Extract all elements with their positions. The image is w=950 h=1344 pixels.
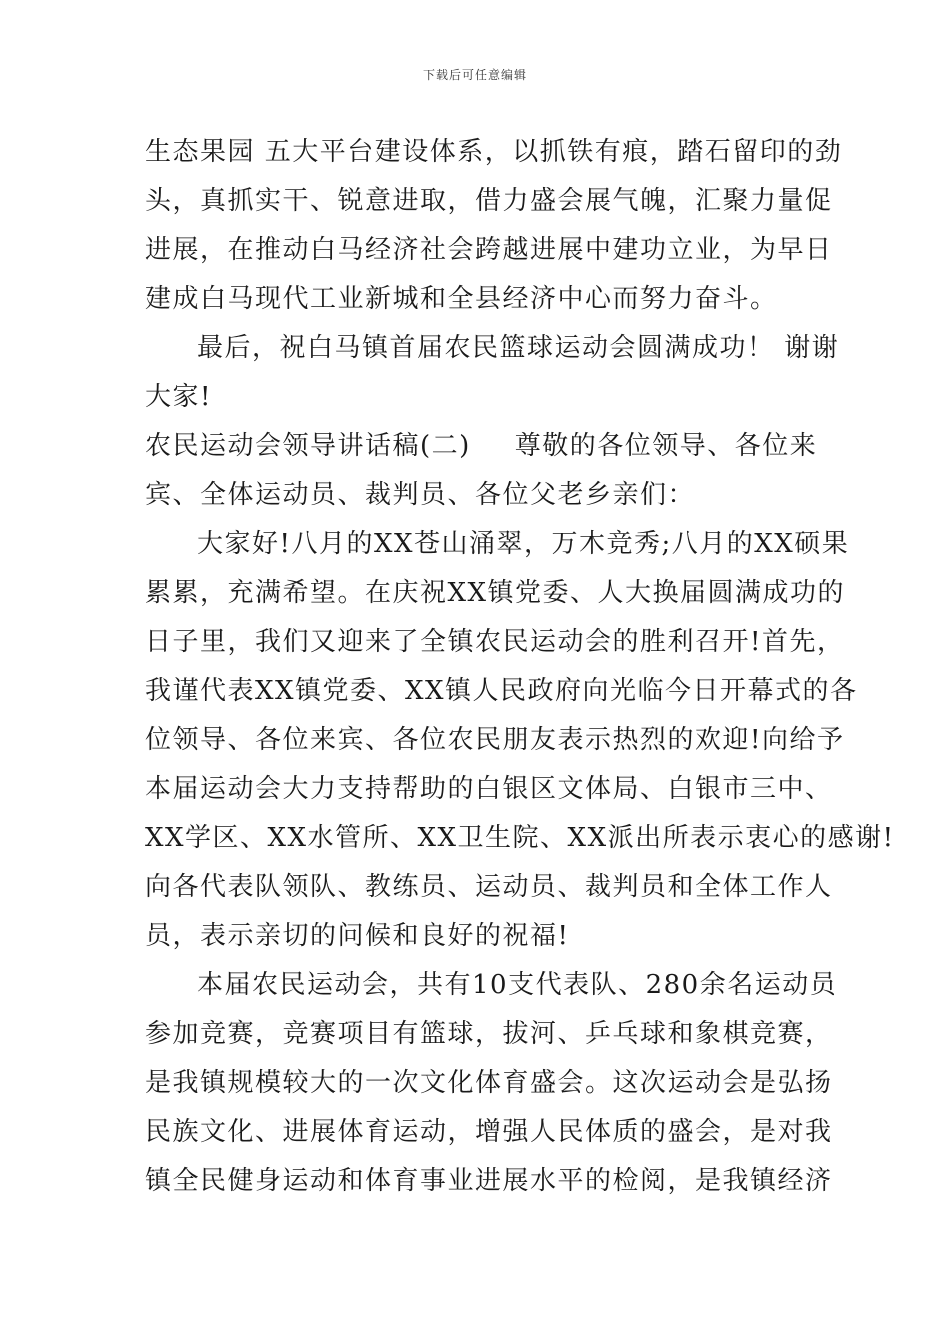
document-body — [145, 128, 895, 1206]
section-title-line — [145, 422, 825, 471]
section-title: 农民运动会领导讲话稿(二) — [145, 431, 471, 461]
text-line: XX学区、XX水管所、XX卫生院、XX派出所表示衷心的感谢! — [145, 823, 895, 853]
text-line: 大家好!八月的XX苍山涌翠，万木竞秀;八月的XX硕果 — [197, 529, 850, 559]
text-line: 本届农民运动会，共有10支代表队、280余名运动员 — [197, 970, 838, 1000]
text-line: 镇全民健身运动和体育事业进展水平的检阅，是我镇经济 — [145, 1166, 833, 1196]
text-line: 员，表示亲切的问候和良好的祝福! — [145, 921, 570, 951]
text-line: 是我镇规模较大的一次文化体育盛会。这次运动会是弘扬 — [145, 1068, 833, 1098]
text-line: 累累，充满希望。在庆祝XX镇党委、人大换届圆满成功的 — [145, 578, 846, 608]
text-line: 建成白马现代工业新城和全县经济中心而努力奋斗。 — [145, 284, 778, 314]
text-line: 头，真抓实干、锐意进取，借力盛会展气魄，汇聚力量促 — [145, 186, 833, 216]
text-line: 最后，祝白马镇首届农民篮球运动会圆满成功！ 谢谢 — [197, 333, 840, 363]
text-line: 我谨代表XX镇党委、XX镇人民政府向光临今日开幕式的各 — [145, 676, 858, 706]
text-line: 大家! — [145, 382, 212, 412]
text-line: 本届运动会大力支持帮助的白银区文体局、白银市三中、 — [145, 774, 833, 804]
salutation-start: 尊敬的各位领导、各位来 — [514, 431, 818, 461]
page-header: 下载后可任意编辑 — [422, 68, 527, 82]
text-line: 民族文化、进展体育运动，增强人民体质的盛会，是对我 — [145, 1117, 833, 1147]
text-line: 向各代表队领队、教练员、运动员、裁判员和全体工作人 — [145, 872, 833, 902]
text-line: 位领导、各位来宾、各位农民朋友表示热烈的欢迎!向给予 — [145, 725, 845, 755]
text-line: 日子里，我们又迎来了全镇农民运动会的胜利召开!首先， — [145, 627, 845, 657]
text-line: 进展，在推动白马经济社会跨越进展中建功立业，为早日 — [145, 235, 833, 265]
text-line: 生态果园 五大平台建设体系，以抓铁有痕，踏石留印的劲 — [145, 137, 843, 167]
text-line: 参加竞赛，竞赛项目有篮球，拔河、乒乓球和象棋竞赛， — [145, 1019, 833, 1049]
text-line: 宾、全体运动员、裁判员、各位父老乡亲们： — [145, 480, 696, 510]
